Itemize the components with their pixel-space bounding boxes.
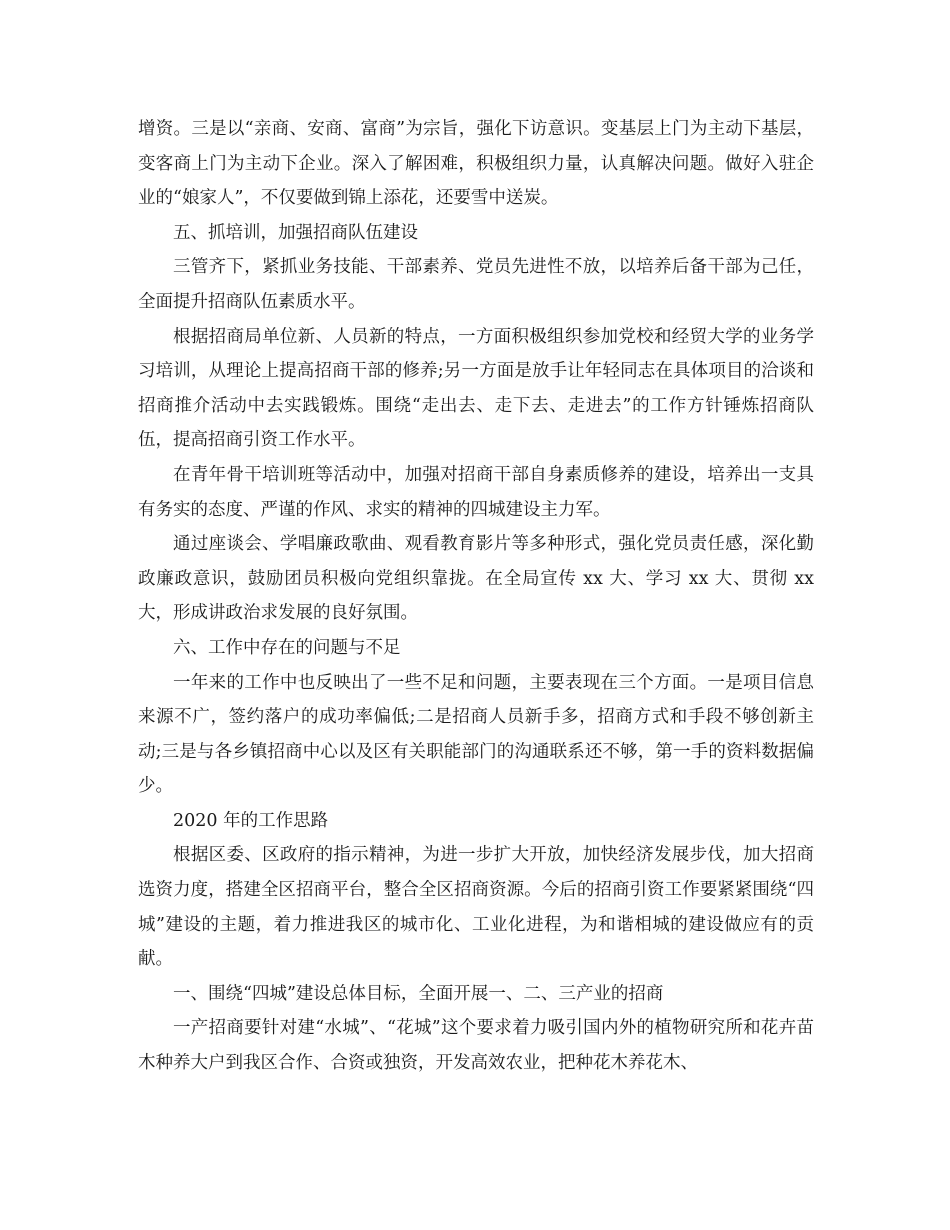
body-paragraph: 一年来的工作中也反映出了一些不足和问题，主要表现在三个方面。一是项目信息来源不广，签约落户的成功率偏低;二是招商人员新手多，招商方式和手段不够创新主动;三是与各乡镇招商中心以及区有关职能部门的沟通联系还不够，第一手的资料数据偏少。 bbox=[138, 672, 814, 797]
section-heading: 五、抓培训，加强招商队伍建设 bbox=[173, 222, 418, 243]
body-paragraph: 根据区委、区政府的指示精神，为进一步扩大开放，加快经济发展步伐，加大招商选资力度，搭建全区招商平台，整合全区招商资源。今后的招商引资工作要紧紧围绕“四城”建设的主题，着力推进我区的城市化、工业化进程，为和谐相城的建设做应有的贡献。 bbox=[138, 845, 814, 970]
body-paragraph: 增资。三是以“亲商、安商、富商”为宗旨，强化下访意识。变基层上门为主动下基层，变客商上门为主动下企业。深入了解困难，积极组织力量，认真解决问题。做好入驻企业的“娘家人”，不仅要做到锦上添花，还要雪中送炭。 bbox=[138, 119, 814, 209]
body-paragraph: 在青年骨干培训班等活动中，加强对招商干部自身素质修养的建设，培养出一支具有务实的态度、严谨的作风、求实的精神的四城建设主力军。 bbox=[138, 464, 814, 520]
body-paragraph: 一产招商要针对建“水城”、“花城”这个要求着力吸引国内外的植物研究所和花卉苗木种养大户到我区合作、合资或独资，开发高效农业，把种花木养花木、 bbox=[138, 1018, 814, 1074]
body-paragraph: 根据招商局单位新、人员新的特点，一方面积极组织参加党校和经贸大学的业务学习培训，从理论上提高招商干部的修养;另一方面是放手让年轻同志在具体项目的洽谈和招商推介活动中去实践锻炼。围绕“走出去、走下去、走进去”的工作方针锤炼招商队伍，提高招商引资工作水平。 bbox=[138, 326, 814, 451]
document-body bbox=[138, 112, 814, 1081]
body-paragraph: 通过座谈会、学唱廉政歌曲、观看教育影片等多种形式，强化党员责任感，深化勤政廉政意识，鼓励团员积极向党组织靠拢。在全局宣传 xx 大、学习 xx 大、贯彻 xx 大，形成讲政治求发展的良好氛围。 bbox=[138, 534, 814, 624]
section-heading: 一、围绕“四城”建设总体目标，全面开展一、二、三产业的招商 bbox=[173, 983, 664, 1004]
body-paragraph: 三管齐下，紧抓业务技能、干部素养、党员先进性不放，以培养后备干部为己任，全面提升招商队伍素质水平。 bbox=[138, 257, 814, 312]
section-heading: 2020 年的工作思路 bbox=[173, 810, 329, 831]
section-heading: 六、工作中存在的问题与不足 bbox=[173, 637, 401, 658]
